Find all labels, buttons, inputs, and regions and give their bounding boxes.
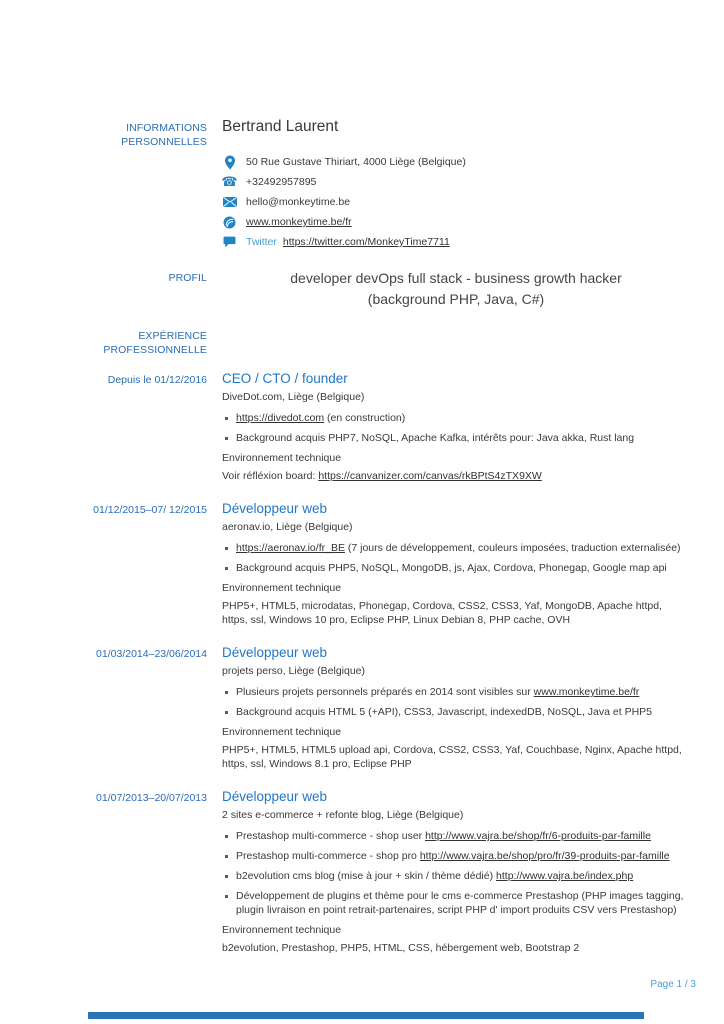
contact-twitter [222,232,690,252]
entry-title: CEO / CTO / founder [222,371,348,387]
entry-body [222,371,690,483]
entry-bullets [222,411,690,445]
contact-phone-text: +32492957895 [246,176,317,188]
entry-date: 01/03/2014–23/06/2014 [96,648,207,661]
envelope-icon [222,197,237,207]
entry-body [222,645,690,771]
experience-entry [0,501,724,627]
bullet-link[interactable]: https://divedot.com [236,412,325,425]
bullet-link[interactable]: www.monkeytime.be/fr [533,686,640,699]
contact-website [222,212,690,232]
entry-bullet: Background acquis PHP7, NoSQL, Apache Kafka, intérêts pour: Java akka, Rust lang [222,431,690,445]
entry-bullet: https://divedot.com (en construction) [222,411,690,425]
globe-icon [222,216,237,229]
entry-title: Développeur web [222,645,328,661]
entry-bullets [222,829,690,917]
entry-organisation: 2 sites e-commerce + refonte blog, Liège (Belgique) [222,809,464,822]
bottom-accent-bar [88,1012,644,1019]
section-label-profil: PROFIL [168,272,207,284]
contact-address-text: 50 Rue Gustave Thiriart, 4000 Liège (Belgique) [246,156,466,168]
section-label-experience: EXPÉRIENCE PROFESSIONNELLE [103,330,207,357]
contact-list [222,152,690,252]
chat-bubble-icon [222,236,237,248]
environment-label: Environnement technique [222,726,342,739]
contact-email [222,192,690,212]
person-name: Bertrand Laurent [222,118,339,135]
contact-phone [222,172,690,192]
entry-bullet: Plusieurs projets personnels préparés en 2014 sont visibles sur www.monkeytime.be/fr [222,685,690,699]
bullet-link[interactable]: http://www.vajra.be/shop/pro/fr/39-produits-par-famille [419,850,670,863]
experience-section-header [0,326,724,357]
personal-info-content [222,118,690,252]
entry-bullet: https://aeronav.io/fr_BE (7 jours de développement, couleurs imposées, traduction externalisée) [222,541,690,555]
entry-bullet: Prestashop multi-commerce - shop pro http://www.vajra.be/shop/pro/fr/39-produits-par-famille [222,849,690,863]
experience-entry [0,371,724,483]
personal-info-section [0,0,724,252]
profil-text [222,268,690,310]
environment-label: Environnement technique [222,924,342,937]
telephone-icon: ☎ [221,174,238,190]
profil-line1: developer devOps full stack - business growth hacker [290,270,622,286]
entry-bullet: Prestashop multi-commerce - shop user http://www.vajra.be/shop/fr/6-produits-par-famille [222,829,690,843]
environment-label: Environnement technique [222,582,342,595]
entry-bullet: Background acquis PHP5, NoSQL, MongoDB, js, Ajax, Cordova, Phonegap, Google map api [222,561,690,575]
bullet-link[interactable]: http://www.vajra.be/shop/fr/6-produits-par-famille [425,830,651,843]
experience-entry [0,645,724,771]
entry-bullets [222,685,690,719]
environment-text: PHP5+, HTML5, microdatas, Phonegap, Cordova, CSS2, CSS3, Yaf, MongoDB, Apache httpd, https, ssl, Windows 10 pro, Eclipse PHP, Linux Debian 8, PHP cache, OVH [222,600,662,627]
location-pin-icon [222,155,237,170]
entry-bullet: Background acquis HTML 5 (+API), CSS3, Javascript, indexedDB, NoSQL, Java et PHP5 [222,705,690,719]
entry-bullet: Développement de plugins et thème pour le cms e-commerce Prestashop (PHP images tagging, plugin livraison en point retrait-partenaires, script PHP d' import produits CSV vers Prestashop) [222,889,690,917]
profil-section [0,268,724,310]
profil-line2: (background PHP, Java, C#) [367,291,545,307]
page-number: Page 1 / 3 [650,979,696,990]
entry-body [222,501,690,627]
twitter-label: Twitter [246,236,277,248]
twitter-link[interactable]: https://twitter.com/MonkeyTime7711 [282,236,450,248]
environment-text: PHP5+, HTML5, HTML5 upload api, Cordova, CSS2, CSS3, Yaf, Couchbase, Nginx, Apache httpd, https, ssl, Windows 8.1 pro, Eclipse PHP [222,744,682,771]
section-label-personal: INFORMATIONS PERSONNELLES [121,122,207,149]
environment-text: b2evolution, Prestashop, PHP5, HTML, CSS, hébergement web, Bootstrap 2 [222,942,580,955]
entry-bullet: b2evolution cms blog (mise à jour + skin / thème dédié) http://www.vajra.be/index.php [222,869,690,883]
entry-body [222,789,690,955]
contact-address [222,152,690,172]
entry-date: Depuis le 01/12/2016 [107,374,207,387]
environment-text: Voir réfléxion board: https://canvanizer.com/canvas/rkBPtS4zTX9XW [222,470,542,483]
contact-email-text: hello@monkeytime.be [246,196,351,208]
environment-label: Environnement technique [222,452,342,465]
bullet-link[interactable]: http://www.vajra.be/index.php [496,870,634,883]
experience-entry [0,789,724,955]
entry-organisation: projets perso, Liège (Belgique) [222,665,366,678]
entry-organisation: DiveDot.com, Liège (Belgique) [222,391,365,404]
entry-title: Développeur web [222,789,328,805]
website-link[interactable]: www.monkeytime.be/fr [246,216,352,228]
bullet-link[interactable]: https://aeronav.io/fr_BE [236,542,345,555]
entry-bullets [222,541,690,575]
entry-date: 01/07/2013–20/07/2013 [96,792,207,805]
entry-organisation: aeronav.io, Liège (Belgique) [222,521,353,534]
env-link[interactable]: https://canvanizer.com/canvas/rkBPtS4zTX9XW [318,470,542,483]
entry-title: Développeur web [222,501,328,517]
entry-date: 01/12/2015–07/ 12/2015 [93,504,207,517]
